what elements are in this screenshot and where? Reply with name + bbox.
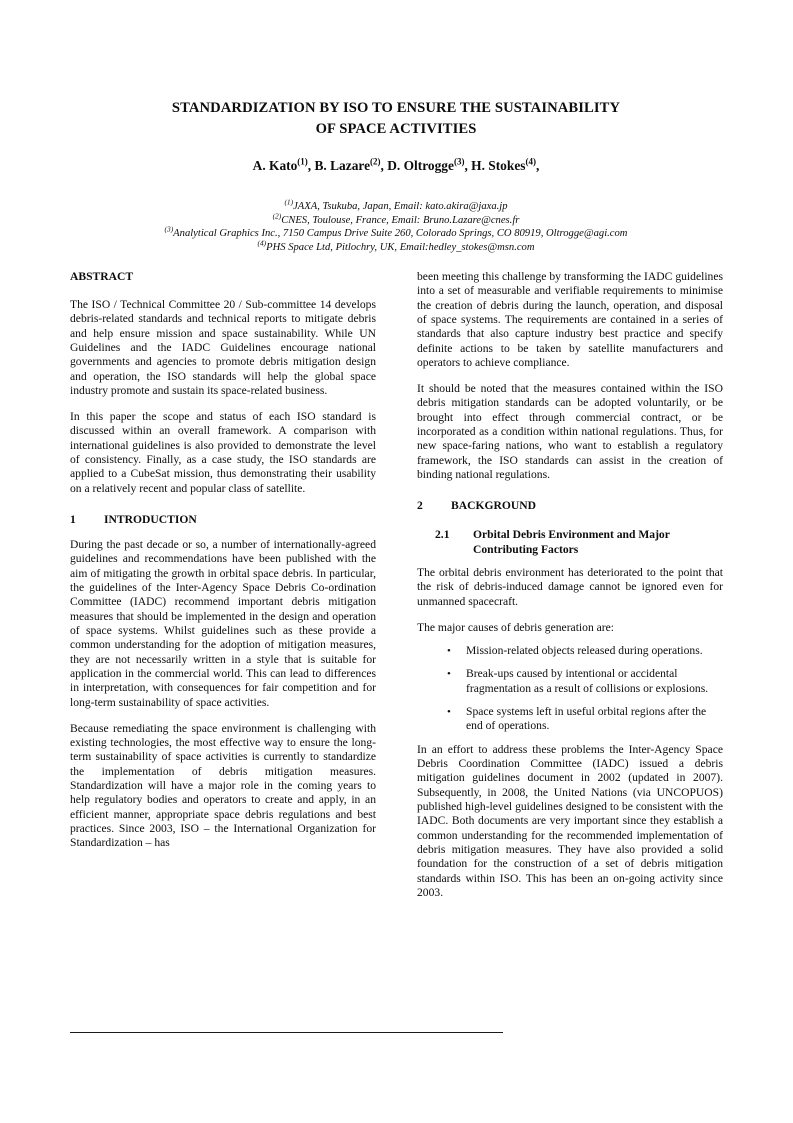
body-paragraph: During the past decade or so, a number of internationally-agreed guidelines and recommendations have been published with the aim of mitigating the growth in orbital space debris. In particular, the guidelines of the Inter-Agency Space Debris Co-ordination Committee (IADC) recommend important debris mitigation measures that should be implemented in the design and operation of space systems. Whilst guidelines such as these provide a common understanding for the adoption of mitigation measures, they are not necessarily written in a style that is suitable for application in the commercial world. This can lead to differences in interpretation, with consequences for fair competition and for long-term sustainability of space activities. (70, 537, 376, 709)
title-line-1: STANDARDIZATION BY ISO TO ENSURE THE SUSTAINABILITY (171, 100, 621, 116)
author-affiliation-marker: (3) (453, 156, 465, 167)
affiliation-text: Analytical Graphics Inc., 7150 Campus Drive Suite 260, Colorado Springs, CO 80919, Oltrogge@agi.com (173, 228, 628, 240)
body-paragraph: It should be noted that the measures contained within the ISO debris mitigation standards can be adopted voluntarily, or be brought into effect through commercial contract, or be incorporated as a condition within national regulations. Thus, for new space-faring nations, who want to establish a regulatory framework, the ISO standards can assist in the creation of binding national regulations. (417, 381, 723, 481)
abstract-paragraph: The ISO / Technical Committee 20 / Sub-committee 14 develops debris-related standards and technical reports to mitigate debris and help ensure mission and space sustainability. While UN Guidelines and the IADC Guidelines encourage national governments and agencies to promote debris mitigation design and operation, the ISO standards will help the global space industry promote and sustain its space-related business. (70, 298, 376, 398)
affiliation-list (70, 197, 722, 254)
author-separator: , (307, 158, 315, 173)
author-separator: , (380, 158, 388, 173)
abstract-paragraph: In this paper the scope and status of each ISO standard is discussed within an overall framework. A comparison with international guidelines is also provided to demonstrate the level of consistency. Finally, as a case study, the ISO standards are applied to a CubeSat mission, thus demonstrating their usability on a relatively recent and popular class of satellite. (70, 409, 376, 495)
author-separator: , (464, 158, 472, 173)
affiliation-text: JAXA, Tsukuba, Japan, Email: kato.akira@jaxa.jp (293, 201, 508, 212)
author-name: B. Lazare (314, 158, 371, 173)
footnote-separator-rule (70, 1032, 503, 1033)
author-list (70, 158, 722, 174)
affiliation-marker: (3) (164, 224, 174, 234)
author-name: A. Kato (252, 158, 298, 173)
body-paragraph: been meeting this challenge by transforming the IADC guidelines into a set of measurable and verifiable requirements to minimise the creation of debris during the launch, operation, and disposal of space systems. The requirements are contained in a series of standards that also capture industry best practice and specify definite actions to be taken by satellite manufacturers and operators to achieve compliance. (417, 270, 723, 370)
body-paragraph: The orbital debris environment has deteriorated to the point that the risk of debris-induced damage cannot be ignored even for unmanned spacecraft. (417, 566, 723, 608)
debris-causes-list (417, 644, 723, 734)
list-lead-in: The major causes of debris generation are: (417, 620, 615, 634)
author-affiliation-marker: (4) (525, 156, 536, 167)
section-title: BACKGROUND (451, 499, 537, 513)
subsection-number: 2.1 (435, 528, 450, 542)
affiliation-item (70, 224, 722, 241)
subsection-heading-orbital-debris (417, 528, 723, 557)
affiliation-text: PHS Space Ltd, Pitlochry, UK, Email:hedley_stokes@msn.com (266, 241, 535, 253)
body-paragraph: Because remediating the space environment is challenging with existing technologies, the most effective way to ensure the long-term sustainability of space activities is currently to standardize the implementation of debris mitigation measures. Standardization will have a major role in the coming years to help regulatory bodies and operators to create and apply, in an efficient manner, appropriate space debris regulations and best practices. Since 2003, ISO – the International Organization for Standardization – has (70, 721, 376, 850)
affiliation-text: CNES, Toulouse, France, Email: Bruno.Lazare@cnes.fr (281, 214, 520, 226)
body-paragraph: In an effort to address these problems the Inter-Agency Space Debris Coordination Committee (IADC) issued a debris mitigation guidelines document in 2002 (updated in 2007). Subsequently, in 2008, the United Nations (via UNCOPUOS) published high-level guidelines designed to be consistent with the IADC. Both documents are very important since they establish a common understanding for the recommended implementation of debris mitigation measures. They have also provided a solid foundation for the construction of a set of debris mitigation standards within ISO. This has been an on-going activity since 2003. (417, 742, 723, 900)
left-column (70, 270, 376, 851)
list-item: • Mission-related objects released during operations. (447, 644, 723, 658)
title-line-2: OF SPACE ACTIVITIES (315, 121, 477, 137)
affiliation-marker: (4) (257, 238, 267, 248)
right-column (417, 270, 723, 901)
list-item: • Break-ups caused by intentional or accidental fragmentation as a result of collisions or explosions. (447, 667, 723, 696)
affiliation-marker: (1) (284, 197, 294, 207)
page-title (70, 98, 722, 140)
list-item: • Space systems left in useful orbital regions after the end of operations. (447, 705, 723, 734)
author-affiliation-marker: (2) (370, 156, 381, 167)
abstract-heading: ABSTRACT (70, 270, 134, 283)
affiliation-item (70, 197, 722, 214)
section-title: INTRODUCTION (104, 512, 197, 526)
author-separator: , (535, 158, 540, 173)
section-number: 2 (417, 499, 423, 513)
affiliation-marker: (2) (272, 211, 282, 221)
section-heading-background (417, 499, 723, 513)
subsection-title: Orbital Debris Environment and Major Contributing Factors (473, 528, 670, 556)
author-name: H. Stokes (471, 158, 526, 173)
author-name: D. Oltrogge (387, 158, 454, 173)
section-heading-introduction (70, 513, 376, 527)
affiliation-item (70, 238, 722, 255)
section-number: 1 (70, 512, 76, 526)
paper-header (70, 98, 722, 253)
author-affiliation-marker: (1) (297, 156, 308, 167)
